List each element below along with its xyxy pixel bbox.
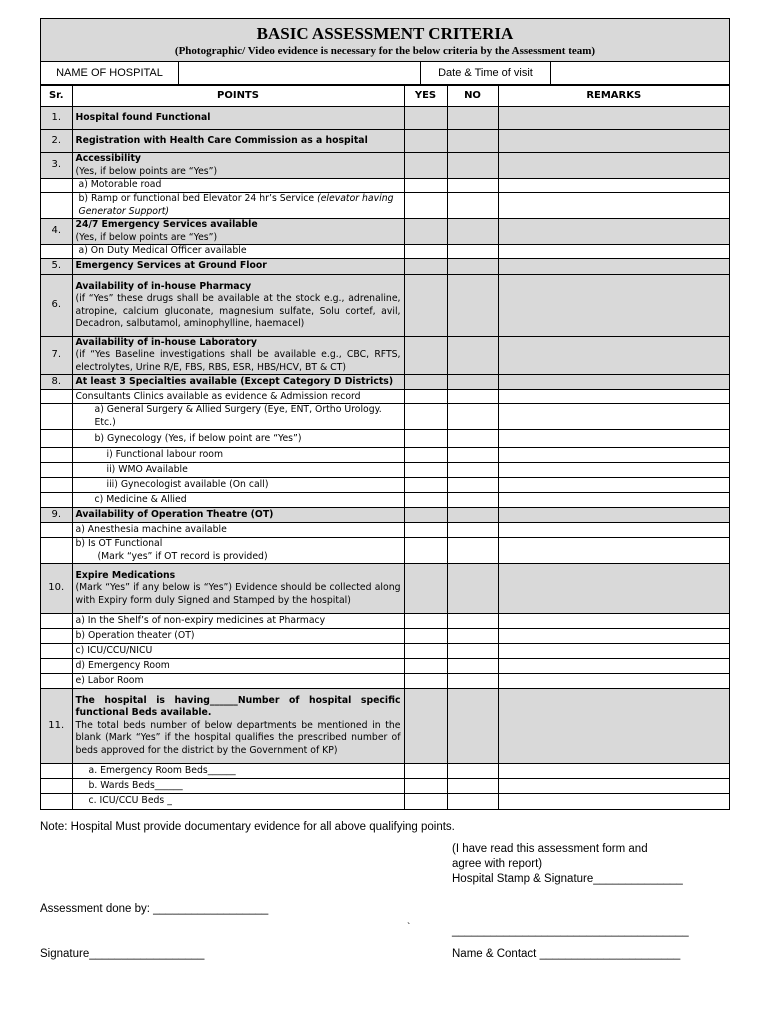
hospital-name-field[interactable] <box>179 62 421 84</box>
no-cell[interactable] <box>447 614 498 629</box>
remarks-cell[interactable] <box>498 375 729 390</box>
col-yes: YES <box>404 86 447 107</box>
table-row: i) Functional labour room <box>41 448 729 463</box>
yes-cell[interactable] <box>404 644 447 659</box>
no-cell[interactable] <box>447 245 498 259</box>
remarks-cell[interactable] <box>498 219 729 245</box>
form-header <box>41 19 729 62</box>
remarks-cell[interactable] <box>498 430 729 448</box>
yes-cell[interactable] <box>404 614 447 629</box>
table-row: a. Emergency Room Beds______ <box>41 764 729 779</box>
yes-cell[interactable] <box>404 538 447 564</box>
yes-cell[interactable] <box>404 564 447 614</box>
hospital-name-label: NAME OF HOSPITAL <box>41 62 179 84</box>
remarks-cell[interactable] <box>498 614 729 629</box>
table-row: b) Is OT Functional (Mark “yes” if OT record is provided) <box>41 538 729 564</box>
no-cell[interactable] <box>447 275 498 337</box>
no-cell[interactable] <box>447 107 498 130</box>
table-row: e) Labor Room <box>41 674 729 689</box>
yes-cell[interactable] <box>404 493 447 508</box>
yes-cell[interactable] <box>404 430 447 448</box>
yes-cell[interactable] <box>404 629 447 644</box>
table-row: Consultants Clinics available as evidence & Admission record <box>41 390 729 404</box>
yes-cell[interactable] <box>404 153 447 179</box>
table-row: b) Operation theater (OT) <box>41 629 729 644</box>
hospital-stamp-signature[interactable]: Hospital Stamp & Signature______________ <box>452 873 683 885</box>
no-cell[interactable] <box>447 404 498 430</box>
table-row: a) On Duty Medical Officer available <box>41 245 729 259</box>
no-cell[interactable] <box>447 689 498 764</box>
yes-cell[interactable] <box>404 337 447 375</box>
table-row: 7. Availability of in-house Laboratory (if “Yes Baseline investigations shall be available e.g., CBC, RFTS, electrolytes, Urine R/E, FBS, RBS, ESR, HBS/HCV, BT & CT) <box>41 337 729 375</box>
remarks-cell[interactable] <box>498 564 729 614</box>
remarks-cell[interactable] <box>498 629 729 644</box>
yes-cell[interactable] <box>404 404 447 430</box>
remarks-cell[interactable] <box>498 107 729 130</box>
table-row: ii) WMO Available <box>41 463 729 478</box>
table-row: c. ICU/CCU Beds _ <box>41 794 729 809</box>
remarks-cell[interactable] <box>498 508 729 523</box>
yes-cell[interactable] <box>404 659 447 674</box>
no-cell[interactable] <box>447 523 498 538</box>
no-cell[interactable] <box>447 508 498 523</box>
table-row: 5. Emergency Services at Ground Floor <box>41 259 729 275</box>
yes-cell[interactable] <box>404 219 447 245</box>
signature-blank-line[interactable]: _____________________________________ <box>452 925 689 937</box>
remarks-cell[interactable] <box>498 448 729 463</box>
table-row: iii) Gynecologist available (On call) <box>41 478 729 493</box>
table-row: 9. Availability of Operation Theatre (OT) <box>41 508 729 523</box>
yes-cell[interactable] <box>404 245 447 259</box>
remarks-cell[interactable] <box>498 153 729 179</box>
col-sr: Sr. <box>41 86 72 107</box>
table-row: d) Emergency Room <box>41 659 729 674</box>
no-cell[interactable] <box>447 430 498 448</box>
table-row: a) In the Shelf’s of non-expiry medicines at Pharmacy <box>41 614 729 629</box>
table-row: 11. The hospital is having______Number of hospital specific functional Beds available. The total beds number of below departments be mentioned in the blank (Mark “Yes” if the hospital qualifies the prescribed number of beds approved for the district by the Government of KP) <box>41 689 729 764</box>
remarks-cell[interactable] <box>498 275 729 337</box>
table-row: a) General Surgery & Allied Surgery (Eye, ENT, Ortho Urology. Etc.) <box>41 404 729 430</box>
stray-mark: ` <box>407 922 411 933</box>
footer-note: Note: Hospital Must provide documentary evidence for all above qualifying points. <box>40 821 455 833</box>
col-points: POINTS <box>72 86 404 107</box>
name-contact-field[interactable]: Name & Contact ______________________ <box>452 948 681 960</box>
form-title: BASIC ASSESSMENT CRITERIA <box>256 24 514 43</box>
remarks-cell[interactable] <box>498 179 729 193</box>
signature-field[interactable]: Signature__________________ <box>40 948 205 960</box>
remarks-cell[interactable] <box>498 259 729 275</box>
table-row: c) Medicine & Allied <box>41 493 729 508</box>
remarks-cell[interactable] <box>498 478 729 493</box>
visit-date-label: Date & Time of visit <box>421 62 551 84</box>
no-cell[interactable] <box>447 448 498 463</box>
remarks-cell[interactable] <box>498 523 729 538</box>
table-row: 8. At least 3 Specialties available (Except Category D Districts) <box>41 375 729 390</box>
remarks-cell[interactable] <box>498 493 729 508</box>
yes-cell[interactable] <box>404 275 447 337</box>
no-cell[interactable] <box>447 259 498 275</box>
remarks-cell[interactable] <box>498 779 729 794</box>
remarks-cell[interactable] <box>498 764 729 779</box>
yes-cell[interactable] <box>404 193 447 219</box>
yes-cell[interactable] <box>404 259 447 275</box>
no-cell[interactable] <box>447 390 498 404</box>
no-cell[interactable] <box>447 644 498 659</box>
yes-cell[interactable] <box>404 508 447 523</box>
no-cell[interactable] <box>447 375 498 390</box>
table-row: c) ICU/CCU/NICU <box>41 644 729 659</box>
read-statement-line1: (I have read this assessment form and <box>452 843 648 855</box>
remarks-cell[interactable] <box>498 689 729 764</box>
remarks-cell[interactable] <box>498 538 729 564</box>
table-row: 6. Availability of in-house Pharmacy (if “Yes” these drugs shall be available at the stock e.g., adrenaline, atropine, calcium gluconate, magnesium sulfate, Solu cortef, avil, Decadron, salbutamol, aminophylline, haemacel) <box>41 275 729 337</box>
no-cell[interactable] <box>447 629 498 644</box>
table-row: a) Motorable road <box>41 179 729 193</box>
no-cell[interactable] <box>447 153 498 179</box>
yes-cell[interactable] <box>404 674 447 689</box>
no-cell[interactable] <box>447 659 498 674</box>
remarks-cell[interactable] <box>498 794 729 809</box>
no-cell[interactable] <box>447 764 498 779</box>
no-cell[interactable] <box>447 337 498 375</box>
remarks-cell[interactable] <box>498 644 729 659</box>
table-row: 1. Hospital found Functional <box>41 107 729 130</box>
table-row: b) Gynecology (Yes, if below point are “Yes”) <box>41 430 729 448</box>
no-cell[interactable] <box>447 779 498 794</box>
remarks-cell[interactable] <box>498 659 729 674</box>
table-row: b. Wards Beds______ <box>41 779 729 794</box>
no-cell[interactable] <box>447 179 498 193</box>
yes-cell[interactable] <box>404 764 447 779</box>
yes-cell[interactable] <box>404 107 447 130</box>
yes-cell[interactable] <box>404 689 447 764</box>
yes-cell[interactable] <box>404 130 447 153</box>
no-cell[interactable] <box>447 463 498 478</box>
col-no: NO <box>447 86 498 107</box>
no-cell[interactable] <box>447 493 498 508</box>
no-cell[interactable] <box>447 130 498 153</box>
table-header-row <box>41 86 729 107</box>
yes-cell[interactable] <box>404 463 447 478</box>
table-row: 4. 24/7 Emergency Services available (Yes, if below points are “Yes”) <box>41 219 729 245</box>
assessment-done-by[interactable]: Assessment done by: __________________ <box>40 903 269 915</box>
criteria-table <box>41 85 729 809</box>
no-cell[interactable] <box>447 794 498 809</box>
yes-cell[interactable] <box>404 390 447 404</box>
hospital-info-row <box>41 62 729 85</box>
no-cell[interactable] <box>447 219 498 245</box>
remarks-cell[interactable] <box>498 404 729 430</box>
remarks-cell[interactable] <box>498 130 729 153</box>
table-row: a) Anesthesia machine available <box>41 523 729 538</box>
table-row: b) Ramp or functional bed Elevator 24 hr’s Service (elevator having Generator Support) <box>41 193 729 219</box>
remarks-cell[interactable] <box>498 390 729 404</box>
remarks-cell[interactable] <box>498 674 729 689</box>
yes-cell[interactable] <box>404 794 447 809</box>
remarks-cell[interactable] <box>498 245 729 259</box>
table-row: 10. Expire Medications (Mark “Yes” if any below is “Yes”) Evidence should be collected along with Expiry form duly Signed and Stamped by the hospital) <box>41 564 729 614</box>
remarks-cell[interactable] <box>498 463 729 478</box>
yes-cell[interactable] <box>404 478 447 493</box>
yes-cell[interactable] <box>404 179 447 193</box>
table-row: 2. Registration with Health Care Commission as a hospital <box>41 130 729 153</box>
col-remarks: REMARKS <box>498 86 729 107</box>
form-subtitle: (Photographic/ Video evidence is necessary for the below criteria by the Assessment team) <box>174 45 596 57</box>
remarks-cell[interactable] <box>498 193 729 219</box>
yes-cell[interactable] <box>404 523 447 538</box>
read-statement-line2: agree with report) <box>452 858 543 870</box>
assessment-form <box>40 18 730 810</box>
yes-cell[interactable] <box>404 779 447 794</box>
no-cell[interactable] <box>447 193 498 219</box>
no-cell[interactable] <box>447 674 498 689</box>
table-row: 3. Accessibility (Yes, if below points are “Yes”) <box>41 153 729 179</box>
yes-cell[interactable] <box>404 375 447 390</box>
no-cell[interactable] <box>447 564 498 614</box>
visit-date-field[interactable] <box>551 62 729 84</box>
no-cell[interactable] <box>447 538 498 564</box>
no-cell[interactable] <box>447 478 498 493</box>
yes-cell[interactable] <box>404 448 447 463</box>
remarks-cell[interactable] <box>498 337 729 375</box>
